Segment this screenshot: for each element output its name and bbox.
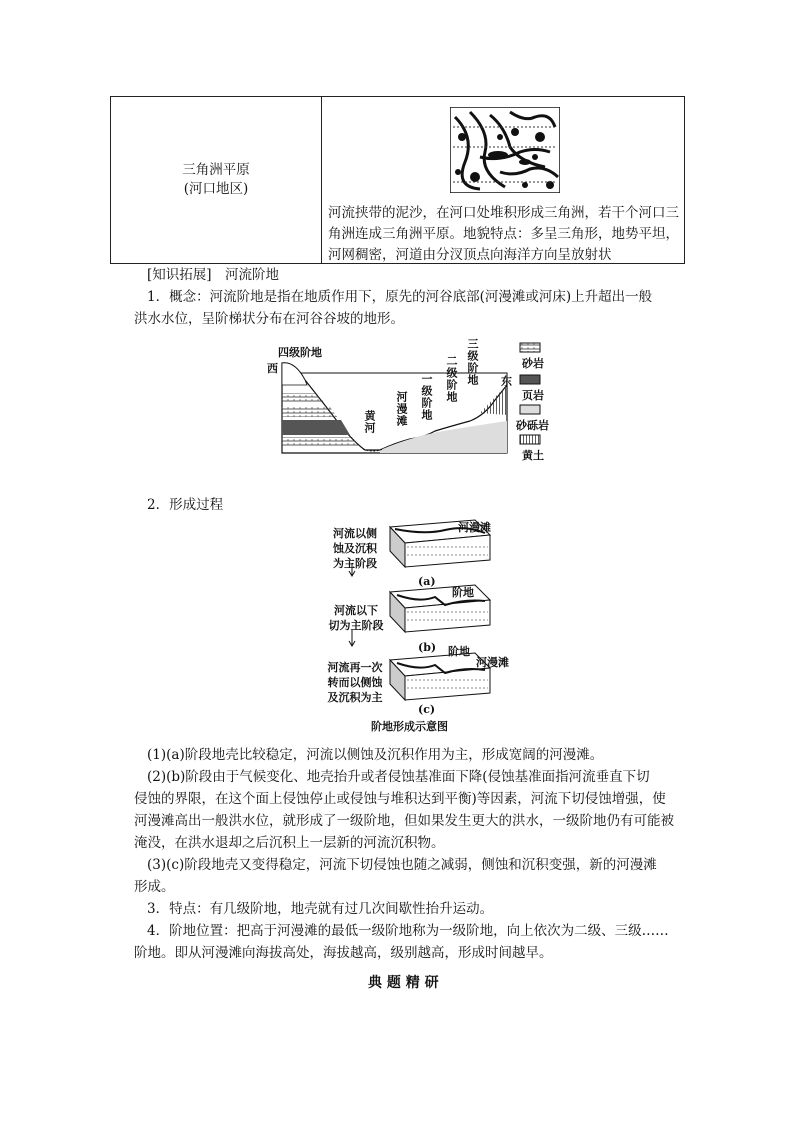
landform-subtitle: (河口地区) (183, 181, 249, 197)
label-floodplain: 河漫滩 (395, 391, 408, 427)
landform-table (110, 96, 685, 264)
label-c: (c) (418, 703, 436, 716)
label-terrace-c: 阶地 (448, 645, 470, 658)
feature-text: 3．特点：有几级阶地，地壳就有过几次间歇性抬升运动。 (147, 901, 494, 917)
knowledge-heading: [知识拓展] 河流阶地 (147, 267, 280, 283)
stage-b-text-3: 河漫滩高出一般洪水位，就形成了一级阶地，但如果发生更大的洪水，一级阶地仍有可能被 (134, 813, 674, 829)
position-text-2: 阶地。即从河漫滩向海拔高处，海拔越高，级别越高，形成时间越早。 (134, 945, 553, 961)
concept-line-1: 1．概念：河流阶地是指在地质作用下，原先的河谷底部(河漫滩或河床)上升超出一般 (147, 289, 653, 305)
label-a: (a) (418, 575, 436, 588)
landform-description-cell (322, 97, 685, 264)
stage-c-text-1: (3)(c)阶段地壳又变得稳定，河流下切侵蚀也随之减弱，侧蚀和沉积变强，新的河漫滩 (147, 857, 657, 873)
concept-line-2: 洪水水位，呈阶梯状分布在河谷谷坡的地形。 (134, 311, 404, 327)
label-terrace-3: 三级阶地 (466, 338, 479, 386)
block-b (390, 585, 490, 632)
stage-1-label: 河流以侧 蚀及沉积 为主阶段 (333, 527, 377, 570)
landform-description: 河流挟带的泥沙，在河口处堆积形成三角洲，若干个河口三角洲连成三角洲平原。地貌特点：多呈三角形，地势平坦，河网稠密，河道由分汊顶点向海洋方向呈放射状 (328, 205, 679, 263)
stage-2-label: 河流以下 切为主阶段 (328, 604, 384, 632)
legend-loess: 黄土 (522, 449, 544, 462)
legend-conglomerate: 砂砾岩 (516, 419, 549, 432)
stage-b-text-2: 侵蚀的界限，在这个面上侵蚀停止或侵蚀与堆积达到平衡)等因素，河流下切侵蚀增强，使 (134, 791, 666, 807)
stage-3-label: 河流再一次 转而以侧蚀 及沉积为主 (327, 661, 383, 704)
label-b: (b) (418, 641, 437, 654)
legend-sandstone: 砂岩 (522, 357, 544, 370)
label-east: 东 (501, 375, 512, 388)
label-yellow-river: 黄河 (363, 410, 376, 434)
formation-heading: 2．形成过程 (147, 497, 224, 513)
label-west: 西 (267, 362, 278, 375)
label-terrace-b: 阶地 (452, 586, 474, 599)
section-title: 典 题 精 研 (368, 975, 439, 991)
block-c (390, 653, 490, 700)
label-terrace-1: 一级阶地 (420, 373, 433, 421)
landform-title: 三角洲平原 (182, 162, 250, 178)
label-terrace-2: 二级阶地 (445, 355, 458, 403)
label-floodplain-c: 河漫滩 (476, 656, 509, 669)
position-text-1: 4．阶地位置：把高于河漫滩的最低一级阶地称为一级阶地，向上依次为二级、三级…… (147, 923, 669, 939)
stage-a-text: (1)(a)阶段地壳比较稳定，河流以侧蚀及沉积作用为主，形成宽阔的河漫滩。 (147, 747, 604, 763)
stage-b-text-1: (2)(b)阶段由于气候变化、地壳抬升或者侵蚀基准面下降(侵蚀基准面指河流垂直下切 (147, 769, 650, 785)
label-floodplain-a: 河漫滩 (458, 521, 491, 534)
figure-caption: 阶地形成示意图 (371, 720, 448, 733)
stage-b-text-4: 淹没，在洪水退却之后沉积上一层新的河流沉积物。 (134, 835, 445, 851)
legend-shale: 页岩 (522, 389, 544, 402)
label-terrace-4: 四级阶地 (278, 346, 322, 359)
landform-name-cell (111, 97, 322, 264)
delta-photo (450, 107, 560, 193)
stage-c-text-2: 形成。 (134, 879, 175, 895)
